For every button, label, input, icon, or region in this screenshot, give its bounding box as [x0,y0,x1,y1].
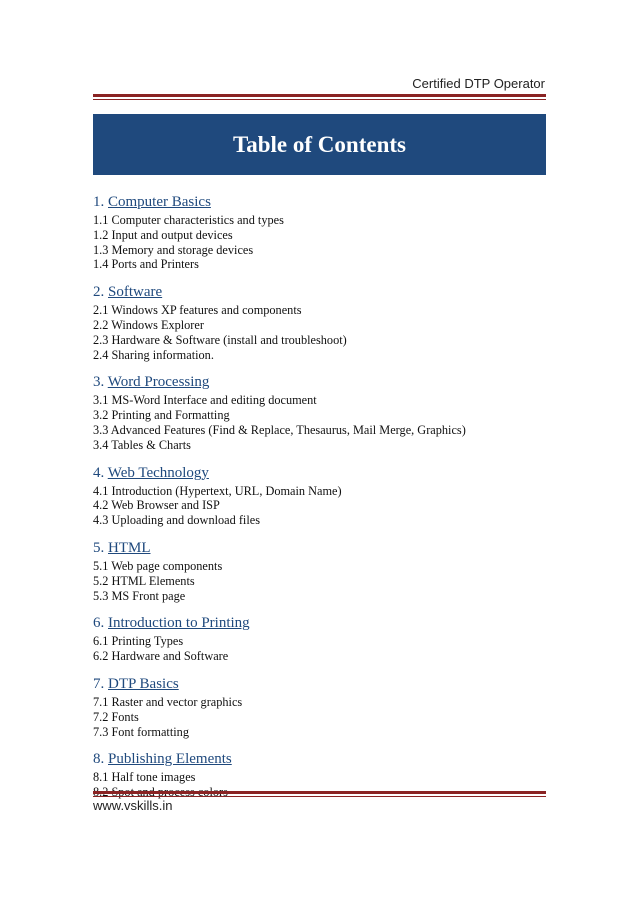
toc-item: 8.1 Half tone images [93,770,196,785]
toc-item: 5.1 Web page components [93,558,223,573]
toc-item: 7.2 Fonts [93,709,139,724]
toc-section [93,464,546,528]
footer-rule [93,791,546,794]
section-heading [93,464,546,482]
footer-rule-thin [93,796,546,797]
section-number: 7. [93,675,105,692]
page-footer: www.vskills.in [93,798,173,813]
toc-section [93,614,546,664]
toc-item: 1.3 Memory and storage devices [93,242,254,257]
toc-section [93,539,546,603]
section-number: 5. [93,539,105,556]
section-heading [93,750,546,768]
toc-item: 6.1 Printing Types [93,634,184,649]
section-number: 8. [93,751,105,768]
section-heading [93,539,546,557]
section-title-link[interactable]: DTP Basics [108,675,179,692]
section-title-link[interactable]: HTML [108,539,151,556]
toc-item: 4.1 Introduction (Hypertext, URL, Domain Name) [93,483,342,498]
toc-item: 4.2 Web Browser and ISP [93,498,220,513]
section-number: 2. [93,284,105,301]
section-heading [93,193,546,211]
section-title-link[interactable]: Software [108,284,163,301]
toc-item: 3.4 Tables & Charts [93,437,191,452]
title-banner [93,114,546,175]
toc-item: 2.2 Windows Explorer [93,317,204,332]
section-title-link[interactable]: Word Processing [107,374,210,391]
toc-item: 3.2 Printing and Formatting [93,408,230,423]
toc-section [93,373,546,452]
toc-section [93,193,546,272]
section-number: 1. [93,194,105,210]
page-title: Table of Contents [233,131,406,157]
toc-item: 4.3 Uploading and download files [93,513,261,528]
toc-section [93,283,546,362]
toc-item: 3.3 Advanced Features (Find & Replace, Thesaurus, Mail Merge, Graphics) [93,422,466,437]
toc-item: 6.2 Hardware and Software [93,649,229,664]
header-rule-thin [93,99,546,100]
section-heading [93,675,546,693]
toc-item: 7.1 Raster and vector graphics [93,694,243,709]
toc-item: 5.3 MS Front page [93,588,186,603]
page-header: Certified DTP Operator [412,76,545,91]
toc-item: 1.1 Computer characteristics and types [93,213,284,227]
section-heading [93,614,546,632]
section-number: 3. [93,374,105,391]
toc-item: 5.2 HTML Elements [93,573,195,588]
toc-item: 2.1 Windows XP features and components [93,303,302,318]
toc-sections [93,193,546,811]
toc-item: 2.4 Sharing information. [93,347,214,362]
section-title-link[interactable]: Web Technology [107,464,209,481]
section-heading [93,283,546,301]
section-title-link[interactable]: Publishing Elements [108,751,232,768]
toc-item: 3.1 MS-Word Interface and editing document [93,393,317,408]
section-title-link[interactable]: Introduction to Printing [108,615,250,632]
toc-item: 7.3 Font formatting [93,724,189,739]
section-number: 6. [93,615,105,632]
toc-item: 1.4 Ports and Printers [93,257,199,272]
section-title-link[interactable]: Computer Basics [108,194,211,210]
toc-section [93,675,546,739]
toc-item: 2.3 Hardware & Software (install and troubleshoot) [93,332,347,347]
section-heading [93,373,546,391]
section-number: 4. [93,464,105,481]
header-rule [93,94,546,97]
toc-item: 1.2 Input and output devices [93,227,233,242]
